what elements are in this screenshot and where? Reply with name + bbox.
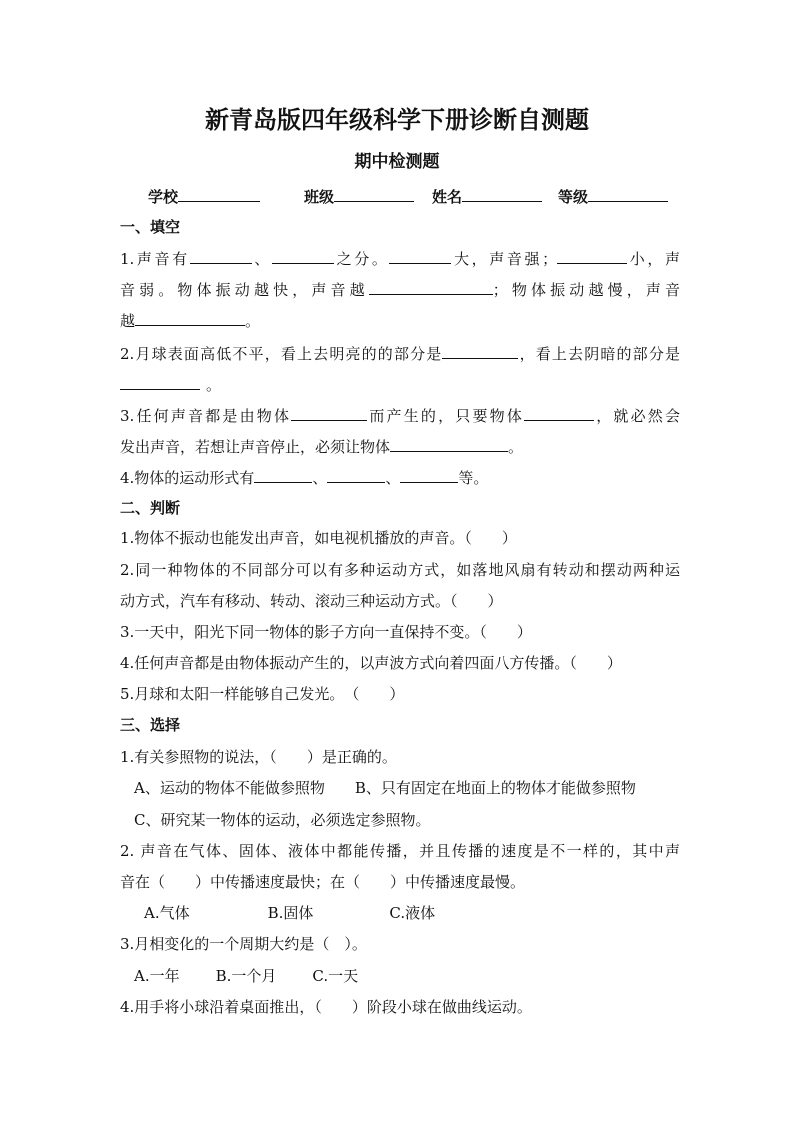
judge-q5: 5.月球和太阳一样能够自己发光。 （ ） (120, 685, 405, 703)
question-text: 。 (206, 376, 222, 394)
question-text: 越 (120, 312, 136, 330)
judge-q3: 3.一天中，阳光下同一物体的影子方向一直保持不变。（ ） (120, 623, 532, 641)
choice-q2-option-a[interactable]: A.气体 (144, 904, 190, 922)
question-text: ，看上去阴暗的部分是 (518, 345, 680, 363)
answer-blank[interactable] (120, 374, 200, 390)
fill-q2-line1 (120, 343, 680, 364)
answer-blank[interactable] (389, 248, 451, 264)
question-text: 。 (508, 438, 524, 456)
choice-q2-option-b[interactable]: B.固体 (267, 904, 314, 922)
student-info-row (148, 186, 668, 207)
choice-q3-option-c[interactable]: C.一天 (312, 967, 359, 985)
answer-blank[interactable] (254, 467, 312, 483)
question-text: ，就必然会 (594, 407, 680, 425)
name-blank[interactable] (462, 186, 542, 202)
answer-blank[interactable] (557, 248, 627, 264)
question-text: 而产生的，只要物体 (367, 407, 525, 425)
class-blank[interactable] (334, 186, 414, 202)
judge-q2-line2: 动方式，汽车有移动、转动、滚动三种运动方式。（ ） (120, 592, 503, 610)
fill-q1-line2 (120, 279, 680, 300)
section-fill-heading: 一、填空 (120, 218, 181, 236)
question-text: 发出声音，若想让声音停止，必须让物体 (120, 438, 391, 456)
question-text: 之分。 (334, 250, 390, 268)
question-text: 小，声 (627, 250, 680, 268)
choice-q1-option-c[interactable]: C、研究某一物体的运动，必须选定参照物。 (134, 811, 431, 829)
choice-q1: 1.有关参照物的说法，（ ）是正确的。 (120, 748, 397, 766)
choice-q2-options (144, 903, 680, 923)
choice-q2-option-c[interactable]: C.液体 (389, 904, 436, 922)
question-text: 3.任何声音都是由物体 (120, 407, 292, 425)
question-text: 1.声音有 (120, 250, 190, 268)
choice-q1-option-a[interactable]: A、运动的物体不能做参照物 (134, 779, 325, 797)
judge-q2-line1: 2.同一种物体的不同部分可以有多种运动方式，如落地风扇有转动和摆动两种运 (120, 561, 680, 579)
answer-blank[interactable] (524, 405, 594, 421)
answer-blank[interactable] (272, 248, 334, 264)
answer-blank[interactable] (327, 467, 385, 483)
page-title: 新青岛版四年级科学下册诊断自测题 (205, 106, 589, 134)
answer-blank[interactable] (135, 310, 245, 326)
choice-q3: 3.月相变化的一个周期大约是（ ）。 (120, 935, 367, 953)
section-judge-heading: 二、判断 (120, 499, 181, 517)
choice-q3-option-b[interactable]: B.一个月 (215, 967, 277, 985)
question-text: 。 (245, 312, 261, 330)
question-text: 音弱。物体振动越快，声音越 (120, 281, 369, 299)
choice-q4: 4.用手将小球沿着桌面推出，（ ）阶段小球在做曲线运动。 (120, 998, 532, 1016)
grade-blank[interactable] (588, 186, 668, 202)
answer-blank[interactable] (442, 343, 518, 359)
question-text: 大，声音强； (451, 250, 558, 268)
choice-q1-option-b[interactable]: B、只有固定在地面上的物体才能做参照物 (354, 779, 636, 797)
choice-q1-options-row1 (134, 778, 680, 798)
class-label: 班级 (304, 188, 335, 206)
answer-blank[interactable] (369, 279, 493, 295)
section-choice-heading: 三、选择 (120, 716, 181, 734)
question-text: ；物体振动越慢，声音 (492, 281, 680, 299)
choice-q3-option-a[interactable]: A.一年 (134, 967, 180, 985)
choice-q3-options (134, 966, 680, 986)
choice-q2-line2: 音在（ ）中传播速度最快；在（ ）中传播速度最慢。 (120, 873, 526, 891)
name-label: 姓名 (432, 188, 463, 206)
fill-q4 (120, 467, 680, 488)
school-label: 学校 (148, 188, 179, 206)
page-subtitle: 期中检测题 (354, 152, 440, 172)
question-text: 4.物体的运动形式有 (120, 469, 255, 487)
choice-q2-line1: 2. 声音在气体、固体、液体中都能传播，并且传播的速度是不一样的，其中声 (120, 842, 680, 860)
judge-q1: 1.物体不振动也能发出声音，如电视机播放的声音。（ ） (120, 529, 517, 547)
judge-q4: 4.任何声音都是由物体振动产生的，以声波方式向着四面八方传播。（ ） (120, 654, 622, 672)
fill-q1-line3 (120, 310, 680, 331)
fill-q2-line2 (120, 374, 680, 395)
fill-q3-line1 (120, 405, 680, 426)
answer-blank[interactable] (400, 467, 458, 483)
fill-q3-line2 (120, 436, 680, 457)
school-blank[interactable] (178, 186, 260, 202)
answer-blank[interactable] (190, 248, 252, 264)
question-text: 、 (312, 469, 328, 487)
question-text: 2.月球表面高低不平，看上去明亮的的部分是 (120, 345, 443, 363)
answer-blank[interactable] (390, 436, 508, 452)
fill-q1-line1 (120, 248, 680, 269)
question-text: 、 (385, 469, 401, 487)
answer-blank[interactable] (291, 405, 367, 421)
question-text: 、 (251, 250, 272, 268)
grade-label: 等级 (558, 188, 589, 206)
question-text: 等。 (458, 469, 489, 487)
